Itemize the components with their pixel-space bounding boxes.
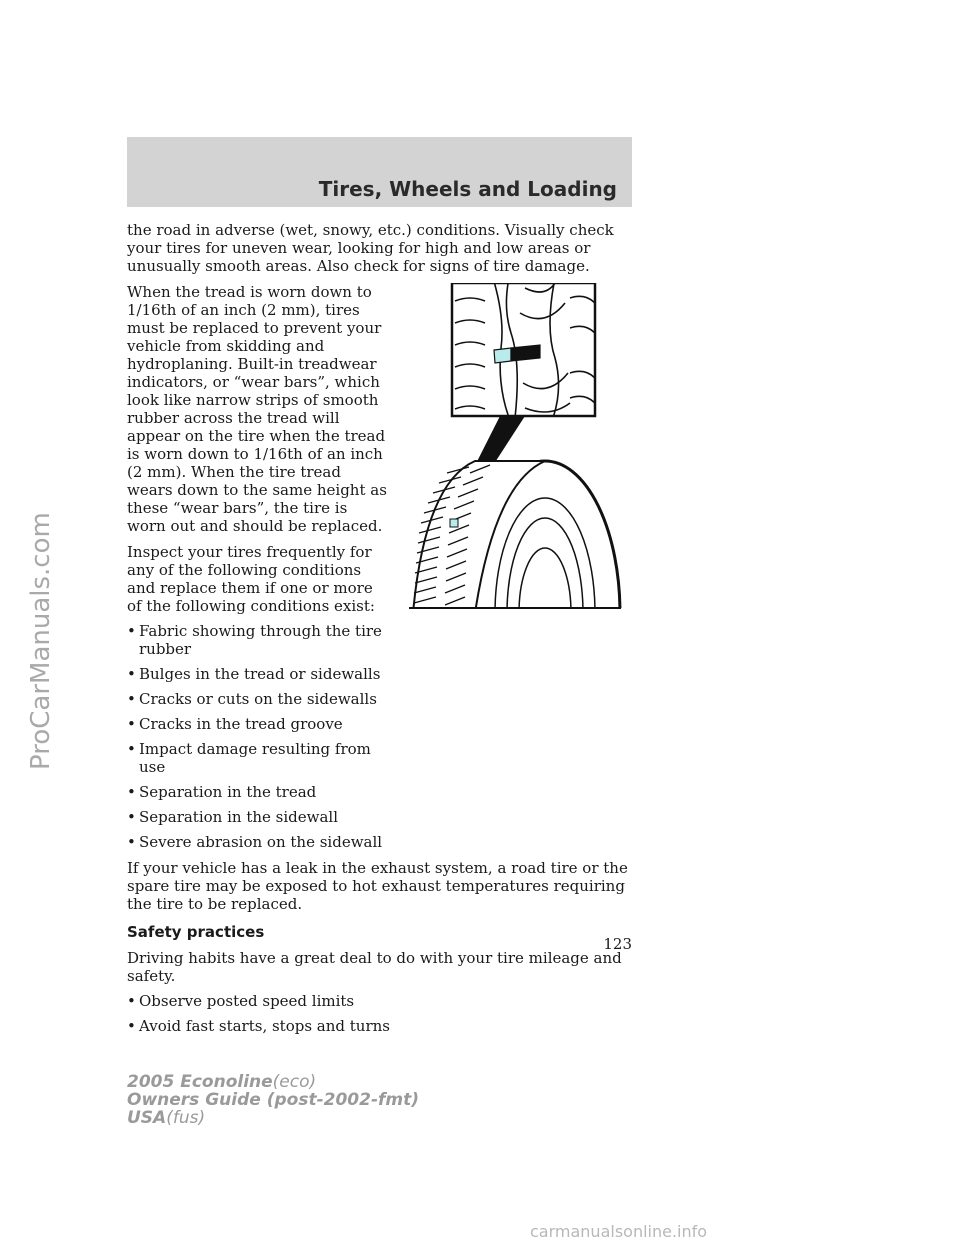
tire-wear-bar-illustration xyxy=(405,283,625,613)
treadwear-paragraph: When the tread is worn down to 1/16th of an inch (2 mm), tires must be replaced to prevent your vehicle from skidding and hydroplaning. Built-in treadwear indicators, or “wear bars”, which look like narrow strips of smooth rubber across the tread will appear on the tire when the tread is worn down to 1/16th of an inch (2 mm). When the tire tread wears down to the same height as these “wear bars”, the tire is worn out and should be replaced. xyxy=(127,283,387,535)
list-item: • Separation in the sidewall xyxy=(127,808,389,826)
driving-habits-paragraph: Driving habits have a great deal to do with your tire mileage and safety. xyxy=(127,949,622,985)
list-item: • Cracks or cuts on the sidewalls xyxy=(127,690,389,708)
inspect-paragraph: Inspect your tires frequently for any of the following conditions and replace them if one or more of the following conditions exist: xyxy=(127,543,375,615)
condition-list xyxy=(127,622,389,851)
list-item: • Avoid fast starts, stops and turns xyxy=(127,1017,632,1035)
document-footer xyxy=(127,1073,419,1127)
list-item: • Separation in the tread xyxy=(127,783,389,801)
list-item: • Fabric showing through the tire rubber xyxy=(127,622,389,658)
page-number: 123 xyxy=(603,935,632,953)
footer-market: USA xyxy=(127,1108,167,1128)
exhaust-paragraph: If your vehicle has a leak in the exhaust system, a road tire or the spare tire may be exposed to hot exhaust temperatures requiring the tire to be replaced. xyxy=(127,859,628,913)
list-item: • Severe abrasion on the sidewall xyxy=(127,833,389,851)
safety-list xyxy=(127,992,632,1035)
bottom-watermark: carmanualsonline.info xyxy=(530,1222,708,1241)
footer-model: 2005 Econoline xyxy=(127,1072,273,1092)
section-header-band xyxy=(127,137,632,207)
safety-heading: Safety practices xyxy=(127,923,265,941)
section-title: Tires, Wheels and Loading xyxy=(318,177,617,201)
intro-paragraph: the road in adverse (wet, snowy, etc.) conditions. Visually check your tires for uneven wear, looking for high and low areas or unusually smooth areas. Also check for signs of tire damage. xyxy=(127,221,614,275)
footer-model-code: (eco) xyxy=(272,1072,317,1092)
side-watermark: ProCarManuals.com xyxy=(26,512,56,770)
list-item: • Bulges in the tread or sidewalls xyxy=(127,665,389,683)
wear-bar-highlight xyxy=(494,348,511,363)
footer-guide: Owners Guide (post-2002-fmt) xyxy=(127,1090,420,1110)
list-item: • Impact damage resulting from use xyxy=(127,740,389,776)
list-item: • Cracks in the tread groove xyxy=(127,715,389,733)
footer-market-code: (fus) xyxy=(166,1108,206,1128)
list-item: • Observe posted speed limits xyxy=(127,992,632,1010)
